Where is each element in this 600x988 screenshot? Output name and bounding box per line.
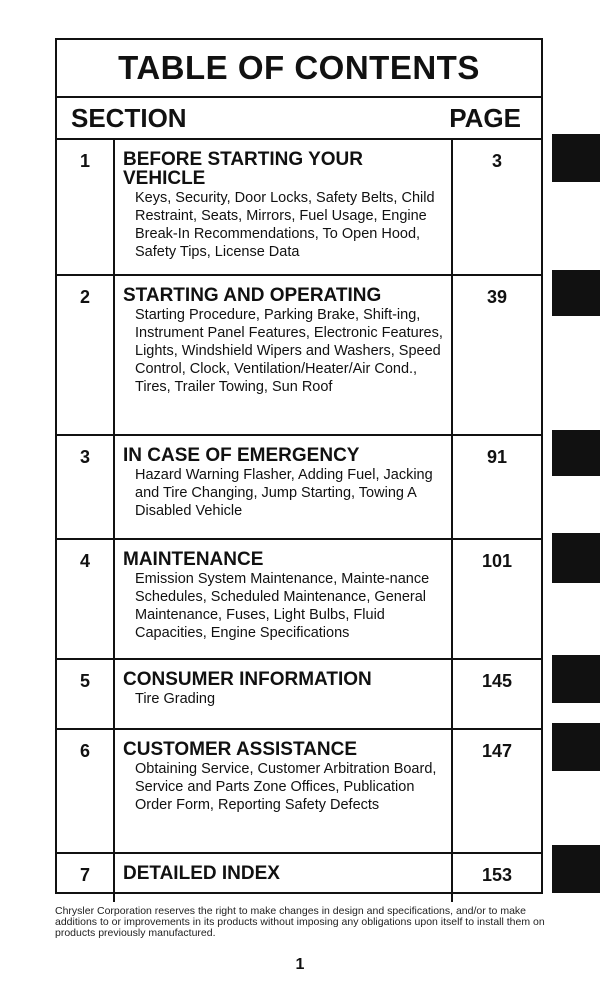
toc-title: TABLE OF CONTENTS xyxy=(57,40,541,98)
section-number: 3 xyxy=(57,436,115,538)
page-number[interactable]: 39 xyxy=(486,287,508,307)
disclaimer-footnote: Chrysler Corporation reserves the right to make changes in design and specifications, and/or to make additions to or improvements in its products without imposing any obligations upon itself to install them on products previously manufactured. xyxy=(55,905,545,939)
section-heading[interactable]: MAINTENANCE xyxy=(123,549,264,570)
toc-entry-4[interactable] xyxy=(57,540,541,660)
section-number: 5 xyxy=(57,660,115,728)
section-number: 1 xyxy=(57,140,115,274)
page-number[interactable]: 3 xyxy=(491,151,502,171)
table-of-contents xyxy=(55,38,543,894)
section-description: Tire Grading xyxy=(135,691,216,707)
section-heading[interactable]: IN CASE OF EMERGENCY xyxy=(123,445,360,466)
section-description: Hazard Warning Flasher, Adding Fuel, Jacking and Tire Changing, Jump Starting, Towing A Disabled Vehicle xyxy=(135,467,433,519)
toc-entry-6[interactable] xyxy=(57,730,541,854)
page-number[interactable]: 145 xyxy=(481,671,513,691)
section-column-header: SECTION xyxy=(71,103,187,133)
thumb-tab-2 xyxy=(552,270,600,316)
page-number[interactable]: 101 xyxy=(481,551,513,571)
section-description: Obtaining Service, Customer Arbitration Board, Service and Parts Zone Offices, Publication Order Form, Reporting Safety Defects xyxy=(135,761,437,813)
section-heading[interactable]: CONSUMER INFORMATION xyxy=(123,669,372,690)
thumb-tab-1 xyxy=(552,134,600,182)
thumb-tab-6 xyxy=(552,723,600,771)
thumb-tab-7 xyxy=(552,845,600,893)
toc-entry-7[interactable] xyxy=(57,854,541,902)
section-number: 7 xyxy=(57,854,115,902)
toc-entry-3[interactable] xyxy=(57,436,541,540)
section-heading[interactable]: BEFORE STARTING YOUR VEHICLE xyxy=(123,149,363,189)
section-description: Emission System Maintenance, Mainte-nance Schedules, Scheduled Maintenance, General Maintenance, Fuses, Light Bulbs, Fluid Capacities, Engine Specifications xyxy=(135,571,430,641)
page-footer-number: 1 xyxy=(295,956,305,973)
section-description: Starting Procedure, Parking Brake, Shift-ing, Instrument Panel Features, Electronic Features, Lights, Windshield Wipers and Washers, Speed Control, Clock, Ventilation/Heater/Air Cond., Tires, Trailer Towing, Sun Roof xyxy=(135,307,443,395)
section-heading[interactable]: CUSTOMER ASSISTANCE xyxy=(123,739,358,760)
toc-entry-5[interactable] xyxy=(57,660,541,730)
section-number: 2 xyxy=(57,276,115,434)
section-heading[interactable]: DETAILED INDEX xyxy=(123,863,280,884)
toc-header-row xyxy=(57,98,541,140)
toc-entry-1[interactable] xyxy=(57,140,541,276)
page-number[interactable]: 91 xyxy=(486,447,508,467)
page-number[interactable]: 153 xyxy=(481,865,513,885)
thumb-tab-3 xyxy=(552,430,600,476)
page-column-header: PAGE xyxy=(449,103,521,133)
page-number[interactable]: 147 xyxy=(481,741,513,761)
toc-entry-2[interactable] xyxy=(57,276,541,436)
thumb-tab-4 xyxy=(552,533,600,583)
section-heading[interactable]: STARTING AND OPERATING xyxy=(123,285,382,306)
thumb-tab-5 xyxy=(552,655,600,703)
section-number: 6 xyxy=(57,730,115,852)
section-description: Keys, Security, Door Locks, Safety Belts, Child Restraint, Seats, Mirrors, Fuel Usage, Engine Break-In Recommendations, To Open Hood, Safety Tips, License Data xyxy=(135,190,435,260)
section-number: 4 xyxy=(57,540,115,658)
